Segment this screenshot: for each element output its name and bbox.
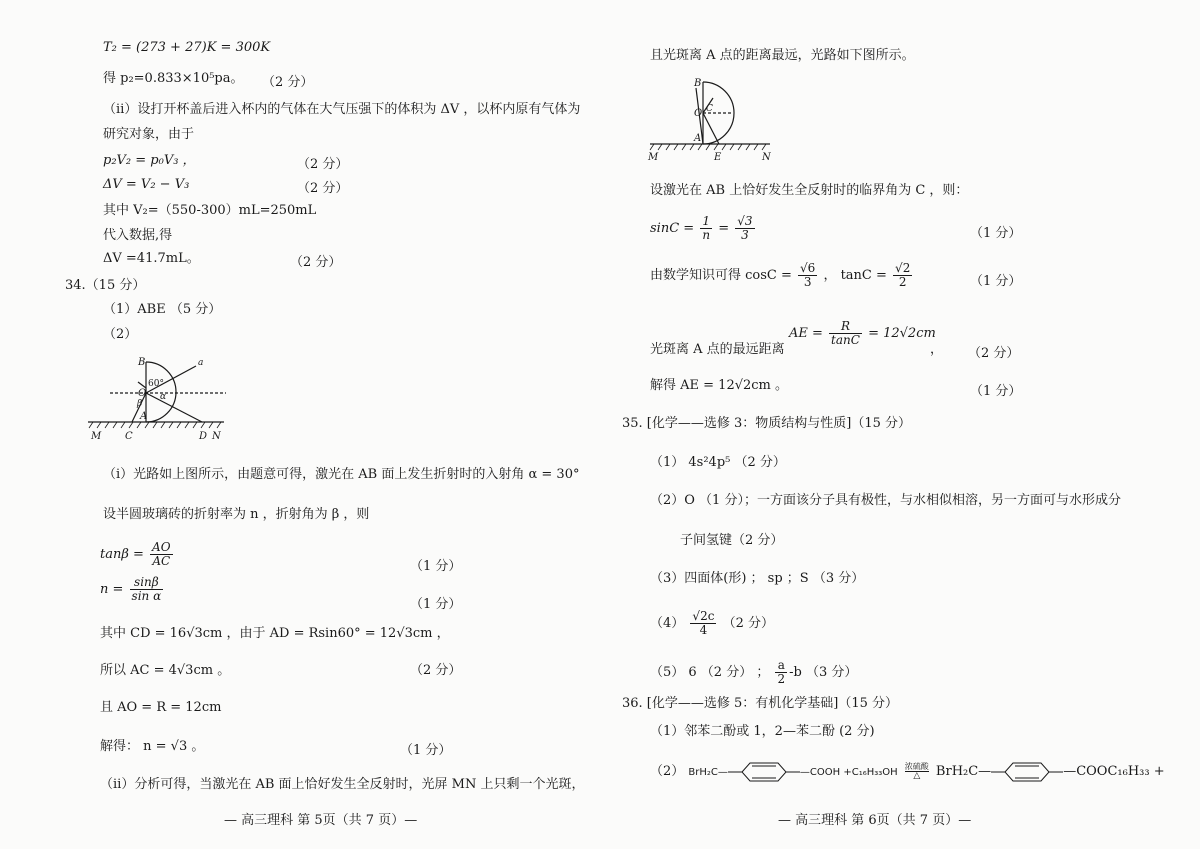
- ii2-line: （ⅱ）分析可得，当激光在 AB 面上恰好发生全反射时，光屏 MN 上只剩一个光斑，: [100, 777, 585, 792]
- r-label-o: O: [694, 108, 703, 119]
- q36-part2-reaction: （2） BrH₂C— —COOH +C₁₆H₃₃OH 浓硫酸 △ BrH₂C— —COOC₁₆H₃₃ +: [650, 762, 1165, 781]
- tan-den: AC: [152, 554, 171, 568]
- label-d: D: [199, 431, 208, 442]
- v2-line: 其中 V₂=（550-300）mL=250mL: [103, 203, 317, 218]
- score-dv: （2 分）: [290, 255, 342, 270]
- q35-part1: （1） 4s²4p⁵ （2 分）: [650, 455, 786, 470]
- sin-f2-num: √3: [737, 214, 753, 228]
- tanc-num: √2: [895, 261, 911, 275]
- ae-prefix: 光斑离 A 点的最远距离: [650, 342, 785, 357]
- ae-eq: AE = $\frac{R}{\tan C}$ = 12√2cm: [789, 319, 936, 347]
- q35-5-num: a: [775, 659, 787, 673]
- ao-line: 且 AO = R = 12cm: [100, 700, 222, 715]
- sin-f2-den: 3: [741, 228, 749, 242]
- r-top-line: 且光斑离 A 点的距离最远，光路如下图所示。: [650, 48, 915, 63]
- n-num: sinβ: [130, 576, 164, 590]
- solve-line: 解得： n = √3 。: [100, 739, 205, 754]
- tan-num: AO: [152, 540, 171, 554]
- label-o: O: [138, 388, 147, 399]
- score-p2: （2 分）: [262, 75, 314, 90]
- n-line: 设半圆玻璃砖的折射率为 n ，折射角为 β ，则: [103, 507, 370, 522]
- score-solve: （1 分）: [400, 743, 452, 758]
- r-label-c: C: [706, 104, 713, 114]
- q35-5-den: 2: [777, 672, 786, 686]
- label-c: C: [125, 431, 133, 442]
- label-60deg: 60°: [148, 379, 164, 389]
- q36-part1: （1）邻苯二酚或 1，2—苯二酚 (2 分): [650, 724, 875, 739]
- q35-4-num: √2c: [692, 609, 715, 623]
- tanc-den: 2: [898, 275, 907, 289]
- benzene-ring-icon: [728, 761, 800, 783]
- q36-heading: 36. [化学——选修 5：有机化学基础]（15 分）: [622, 696, 899, 711]
- eq2: ΔV = V₂ − V₃: [103, 177, 190, 192]
- q34-part2-label: （2）: [103, 327, 138, 342]
- q34-part1: （1）ABE （5 分）: [103, 302, 222, 317]
- ac-line: 所以 AC = 4√3cm 。: [100, 663, 231, 678]
- eq-p2: 得 p₂=0.833×10⁵pa。: [103, 71, 244, 86]
- substitute-line: 代入数据,得: [103, 228, 173, 243]
- sin-f1-den: n: [702, 228, 711, 242]
- q35-part4: （4） $\frac{√2c}{4}$ （2 分）: [650, 609, 774, 637]
- ae-den: tanC: [831, 333, 860, 347]
- score-tan: （1 分）: [410, 559, 462, 574]
- crit-line: 设激光在 AB 上恰好发生全反射时的临界角为 C ，则：: [650, 183, 969, 198]
- score-eq1: （2 分）: [297, 157, 349, 172]
- score-n: （1 分）: [410, 597, 462, 612]
- q35-part2-line2: 子间氢键（2 分）: [680, 533, 784, 548]
- r-label-e: E: [714, 152, 722, 163]
- footer-left: — 高三理科 第 5页（共 7 页）—: [224, 813, 418, 828]
- score-ae: （2 分）: [968, 346, 1020, 361]
- q35-part3: （3）四面体(形) ； sp ；S （3 分）: [650, 571, 865, 586]
- ii-line2: 研究对象，由于: [103, 127, 195, 142]
- label-b: B: [138, 357, 146, 368]
- eq1: p₂V₂ = p₀V₃ ，: [103, 153, 196, 168]
- label-m: M: [91, 431, 102, 442]
- eq-t2: T₂ = (273 + 27)K = 300K: [103, 40, 271, 55]
- optics-diagram-right: [646, 74, 776, 166]
- heat-icon: △: [913, 771, 921, 781]
- cos-tan-eq: 由数学知识可得 cosC = $\frac{√6}{3}$ ， tanC = $\frac{√2}{2}$: [650, 261, 911, 289]
- catalyst-label: 浓硫酸: [904, 762, 929, 771]
- footer-right: — 高三理科 第 6页（共 7 页）—: [778, 813, 972, 828]
- cos-num: √6: [800, 261, 816, 275]
- q35-part2-line1: （2）O （1 分）；一方面该分子具有极性，与水相似相溶，另一方面可与水形成分: [650, 493, 1121, 508]
- tan-beta-eq: tanβ = $\frac{AO}{AC}$: [100, 540, 171, 568]
- label-alpha: α: [160, 392, 167, 402]
- dv-result: ΔV =41.7mL。: [103, 251, 200, 266]
- ae-solution: 解得 AE = 12√2cm 。: [650, 378, 789, 393]
- optics-diagram-left: [88, 352, 238, 444]
- r-label-b: B: [694, 78, 702, 89]
- ae-num: R: [829, 320, 862, 334]
- label-n: N: [212, 431, 221, 442]
- label-a: A: [140, 411, 148, 422]
- cos-den: 3: [803, 275, 812, 289]
- score-ae-solution: （1 分）: [970, 384, 1022, 399]
- r-label-m: M: [648, 152, 659, 163]
- label-a-ray: a: [198, 358, 204, 368]
- i-line: （ⅰ）光路如上图所示，由题意可得，激光在 AB 面上发生折射时的入射角 α = 30°: [103, 467, 580, 482]
- score-ac: （2 分）: [410, 663, 462, 678]
- q35-heading: 35. [化学——选修 3：物质结构与性质]（15 分）: [622, 416, 912, 431]
- n-eq: n = $\frac{\sin\beta}{\text{sin α}}$: [100, 575, 162, 603]
- ae-comma: ，: [930, 342, 944, 357]
- ii-line1: （ⅱ）设打开杯盖后进入杯内的气体在大气压强下的体积为 ΔV ，以杯内原有气体为: [103, 102, 581, 117]
- label-beta: β: [137, 399, 143, 409]
- sin-f1-num: 1: [700, 215, 712, 229]
- score-cos-tan: （1 分）: [970, 274, 1022, 289]
- score-eq2: （2 分）: [297, 181, 349, 196]
- r-label-n: N: [762, 152, 771, 163]
- cd-line: 其中 CD = 16√3cm ，由于 AD = Rsin60° = 12√3cm ，: [100, 626, 450, 641]
- n-den: sin α: [131, 589, 162, 603]
- r-label-a: A: [694, 133, 702, 144]
- q34-heading: 34.（15 分）: [65, 278, 146, 293]
- benzene-ring-icon-product: [991, 761, 1063, 783]
- score-sinc: （1 分）: [970, 226, 1022, 241]
- q35-4-den: 4: [699, 623, 708, 637]
- sinc-eq: sinC = $\frac{1}{n}$ = $\frac{√3}{3}$: [650, 214, 753, 242]
- q35-part5: （5） 6 （2 分） ； $\frac{a}{2}$ -b （3 分）: [650, 658, 858, 686]
